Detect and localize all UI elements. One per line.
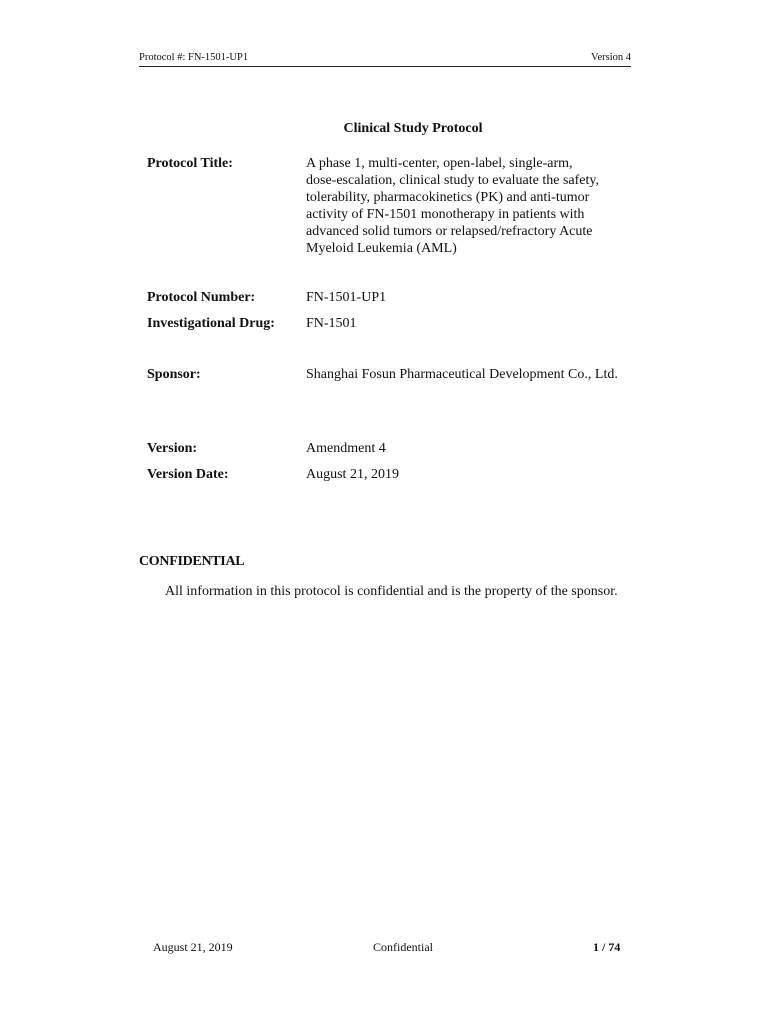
- protocol-title-value: A phase 1, multi-center, open-label, single-arm, dose-escalation, clinical study to evaluate the safety, tolerability, pharmacokinetics (PK) and anti-tumor activity of FN-1501 monotherapy in patients with advanced solid tumors or relapsed/refractory Acute Myeloid Leukemia (AML): [306, 156, 599, 256]
- footer-page-number: 1 / 74: [593, 940, 621, 954]
- sponsor-label: Sponsor:: [147, 367, 201, 382]
- protocol-number-label: Protocol Number:: [147, 290, 256, 305]
- confidential-statement: All information in this protocol is confidential and is the property of the sponsor.: [165, 584, 618, 599]
- header-version: Version 4: [591, 52, 631, 63]
- confidential-heading: CONFIDENTIAL: [139, 554, 245, 569]
- protocol-number-value: FN-1501-UP1: [306, 290, 387, 305]
- protocol-title-label: Protocol Title:: [147, 156, 233, 171]
- header-divider: [139, 66, 631, 67]
- footer-confidential: Confidential: [373, 940, 433, 954]
- version-date-value: August 21, 2019: [306, 467, 399, 482]
- version-date-label: Version Date:: [147, 467, 229, 482]
- document-title: Clinical Study Protocol: [343, 121, 483, 136]
- footer-date: August 21, 2019: [153, 940, 233, 954]
- sponsor-value: Shanghai Fosun Pharmaceutical Development Co., Ltd.: [306, 367, 618, 382]
- investigational-drug-value: FN-1501: [306, 316, 357, 331]
- header-protocol-ref: Protocol #: FN-1501-UP1: [139, 52, 249, 63]
- investigational-drug-label: Investigational Drug:: [147, 316, 275, 331]
- version-label: Version:: [147, 441, 198, 456]
- version-value: Amendment 4: [306, 441, 386, 456]
